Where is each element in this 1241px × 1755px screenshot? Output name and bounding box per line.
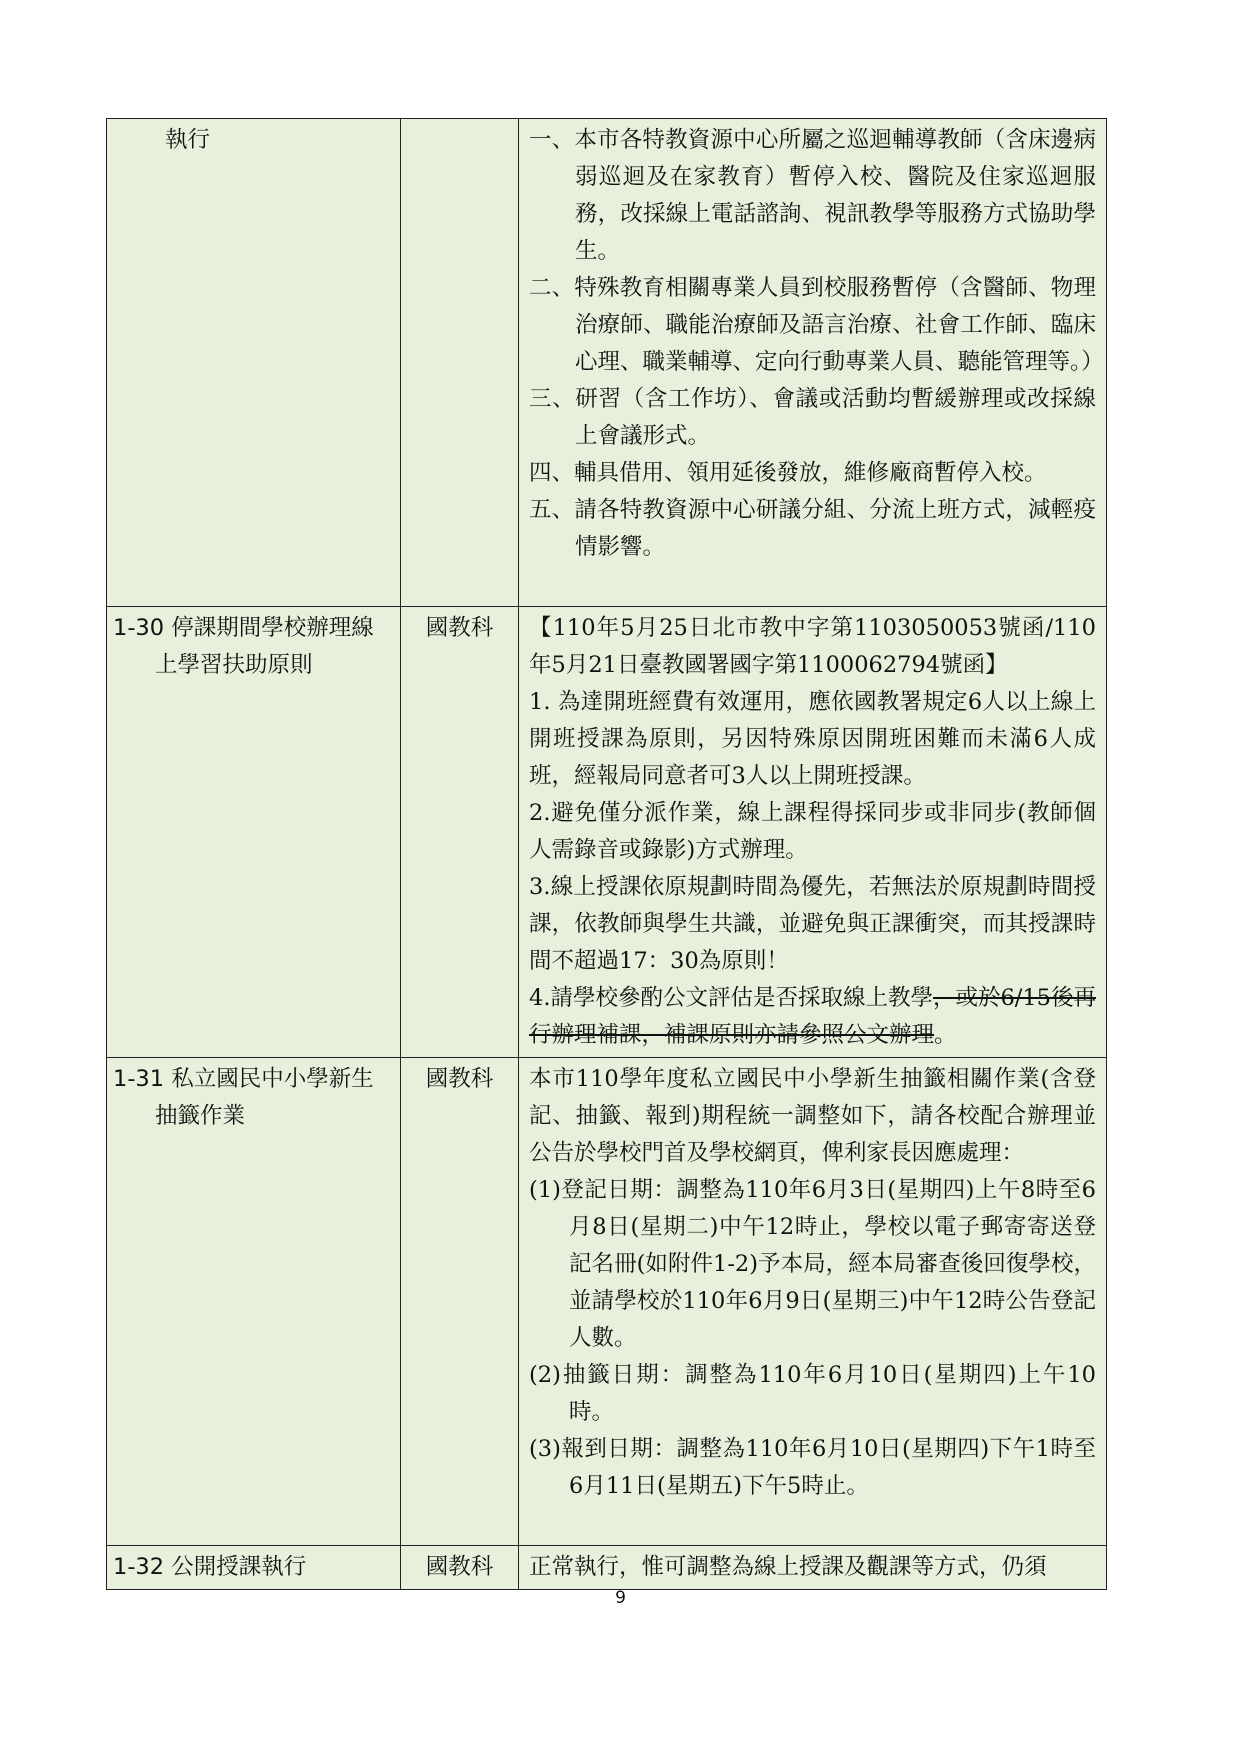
table-row <box>107 607 1107 1058</box>
list-item: 3.線上授課依原規劃時間為優先，若無法於原規劃時間授課，依教師與學生共識，並避免與正課衝突，而其授課時間不超過17：30為原則！ <box>529 874 1096 974</box>
topic-cell: 1-30 停課期間學校辦理線上學習扶助原則 <box>107 607 401 1058</box>
list-item: 四、輔具借用、領用延後發放，維修廠商暫停入校。 <box>529 460 1047 486</box>
list-item: 2.避免僅分派作業，線上課程得採同步或非同步(教師個人需錄音或錄影)方式辦理。 <box>529 800 1096 863</box>
unit-cell: 國教科 <box>401 607 519 1058</box>
topic-cell: 1-32 公開授課執行 <box>107 1546 401 1590</box>
list-item: (2)抽籤日期：調整為110年6月10日(星期四)上午10時。 <box>529 1362 1096 1425</box>
unit-cell: 國教科 <box>401 1546 519 1590</box>
unit-cell: 國教科 <box>401 1058 519 1546</box>
list-item: 二、特殊教育相關專業人員到校服務暫停（含醫師、物理治療師、職能治療師及語言治療、社會工作師、臨床心理、職業輔導、定向行動專業人員、聽能管理等。） <box>529 275 1104 375</box>
table-row <box>107 119 1107 607</box>
list-item: 一、本市各特教資源中心所屬之巡迴輔導教師（含床邊病弱巡迴及在家教育）暫停入校、醫院及住家巡迴服務，改採線上電話諮詢、視訊教學等服務方式協助學生。 <box>529 127 1096 264</box>
content-cell <box>519 1058 1107 1546</box>
topic-cell: 執行 <box>107 119 401 607</box>
list-item: (1)登記日期：調整為110年6月3日(星期四)上午8時至6月8日(星期二)中午12時止，學校以電子郵寄寄送登記名冊(如附件1-2)予本局，經本局審查後回復學校，並請學校於110年6月9日(星期三)中午12時公告登記人數。 <box>529 1177 1096 1351</box>
table-row <box>107 1546 1107 1590</box>
topic-cell: 1-31 私立國民中小學新生抽籤作業 <box>107 1058 401 1546</box>
content-table <box>106 118 1107 1590</box>
list-item <box>529 980 1096 1054</box>
struck-text: ，或於6/15後再行辦理補課，補課原則亦請參照公文辦理 <box>529 985 1096 1048</box>
point-end: 。 <box>934 1022 957 1048</box>
table-row <box>107 1058 1107 1546</box>
intro-text: 本市110學年度私立國民中小學新生抽籤相關作業(含登記、抽籤、報到)期程統一調整如下，請各校配合辦理並公告於學校門首及學校網頁，俾利家長因應處理： <box>529 1066 1096 1166</box>
list-item: (3)報到日期：調整為110年6月10日(星期四)下午1時至6月11日(星期五)下午5時止。 <box>529 1436 1096 1499</box>
list-item: 三、研習（含工作坊）、會議或活動均暫緩辦理或改採線上會議形式。 <box>529 386 1096 449</box>
list-item: 五、請各特教資源中心研議分組、分流上班方式，減輕疫情影響。 <box>529 497 1096 560</box>
page-number: 9 <box>615 1588 626 1608</box>
content-cell: 正常執行，惟可調整為線上授課及觀課等方式，仍須 <box>519 1546 1107 1590</box>
point-text: 4.請學校參酌公文評估是否採取線上教學 <box>529 985 933 1011</box>
content-cell <box>519 607 1107 1058</box>
reference-text: 【110年5月25日北市教中字第1103050053號函/110年5月21日臺教國署國字第1100062794號函】 <box>529 615 1096 678</box>
list-item: 1. 為達開班經費有效運用，應依國教署規定6人以上線上開班授課為原則，另因特殊原因開班困難而未滿6人成班，經報局同意者可3人以上開班授課。 <box>529 689 1096 789</box>
unit-cell <box>401 119 519 607</box>
content-cell <box>519 119 1107 607</box>
